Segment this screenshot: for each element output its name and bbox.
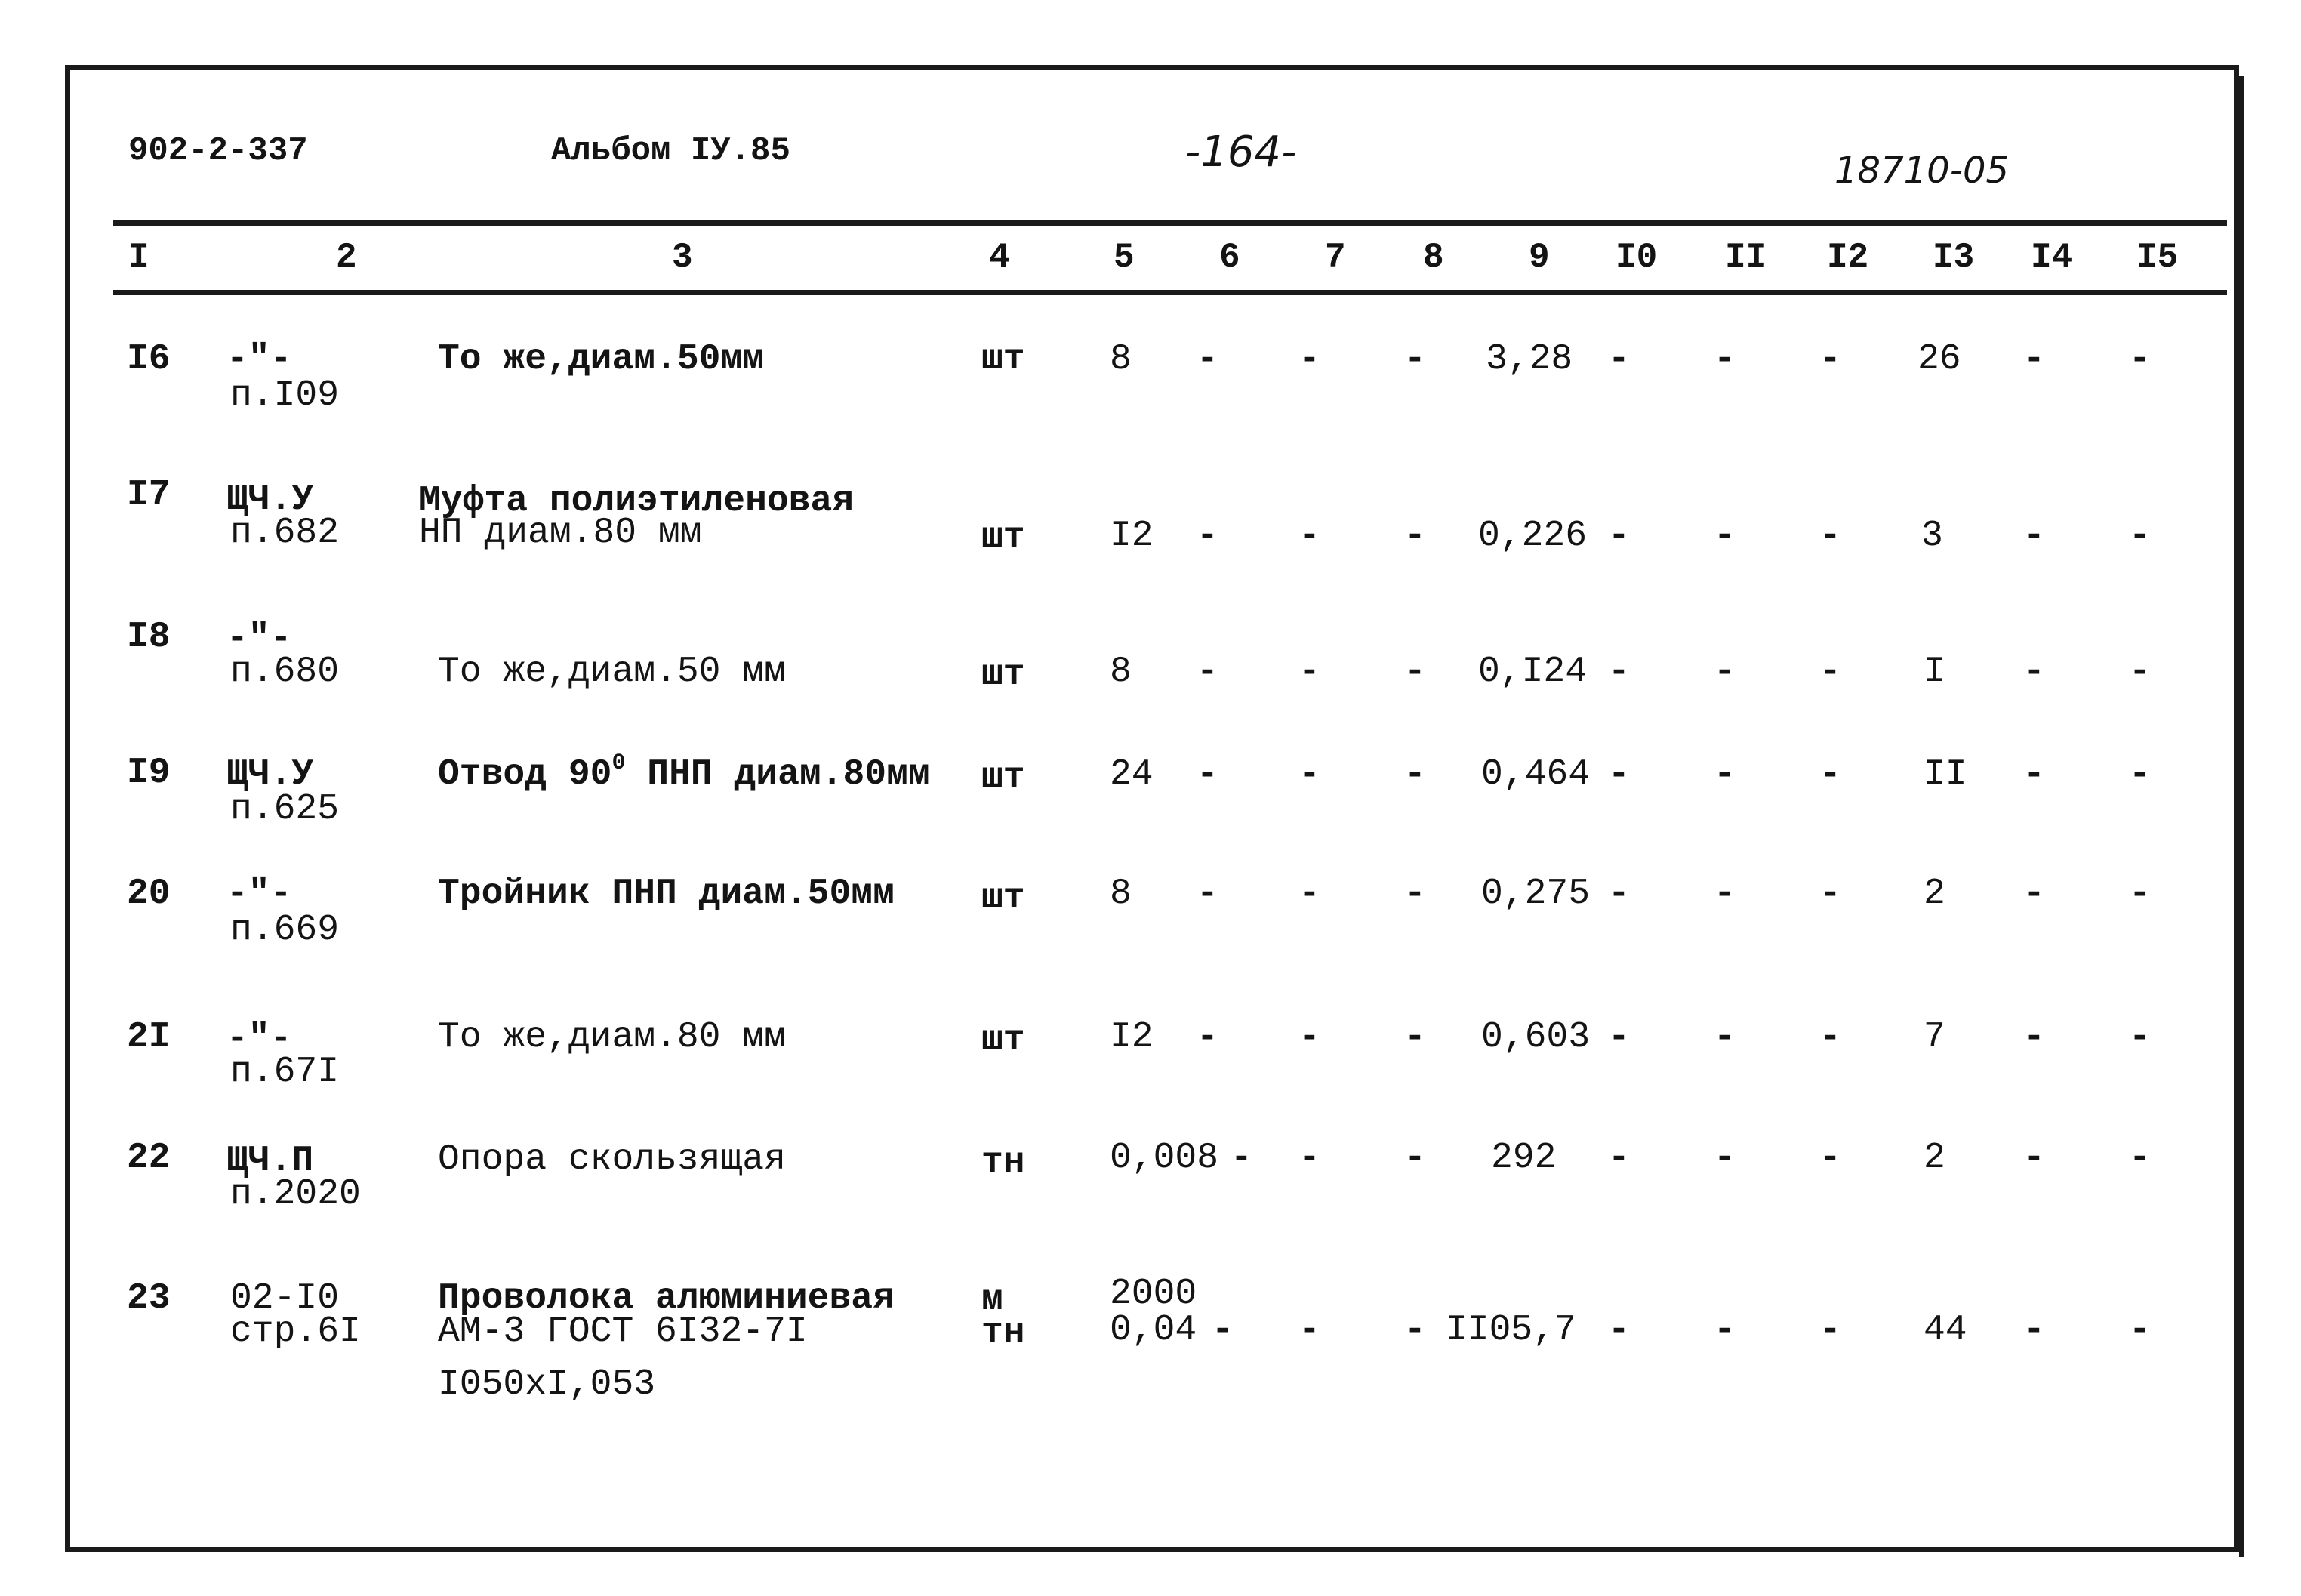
row-value: 0,464 [1481,754,1591,795]
row-unit: м [981,1280,1003,1320]
row-description: I050хI,053 [438,1364,656,1405]
row-cell: - [1404,1310,1426,1351]
row-cell: - [2129,516,2151,556]
row-cell: - [1404,516,1426,556]
row-number: 22 [127,1138,171,1179]
row-cell: - [2023,1017,2045,1058]
row-cell: - [2129,754,2151,795]
row-cell: - [1819,652,1841,692]
row-reference: -"- [226,339,292,380]
row-reference: ЩЧ.У [226,479,314,520]
row-cell: - [1197,652,1218,692]
row-quantity: I2 [1110,1017,1154,1058]
row-cell: - [1608,652,1630,692]
row-cell: - [1608,516,1630,556]
column-header: I3 [1933,238,1975,277]
row-quantity: 8 [1110,652,1132,692]
row-quantity: I2 [1110,516,1154,556]
row-total: I [1924,652,1945,692]
row-total: 7 [1924,1017,1945,1058]
row-cell: - [1298,516,1320,556]
row-reference: -"- [226,618,292,659]
row-value: 0,I24 [1478,652,1588,692]
row-quantity: 2000 [1110,1274,1197,1314]
column-header: 9 [1529,238,1550,277]
row-cell: - [1197,516,1218,556]
row-cell: - [1608,1310,1630,1351]
row-cell: - [1197,873,1218,914]
row-number: I7 [127,475,171,516]
row-description: АМ-3 ГОСТ 6I32-7I [438,1311,808,1352]
row-cell: - [1404,1017,1426,1058]
row-reference: п.680 [230,652,340,692]
row-cell: - [2023,516,2045,556]
row-cell: - [2023,1138,2045,1179]
row-value: 3,28 [1486,339,1573,380]
column-header: 5 [1114,238,1135,277]
row-value: 0,275 [1481,873,1591,914]
column-header: 7 [1325,238,1346,277]
column-header: I2 [1827,238,1869,277]
row-cell: - [1608,1017,1630,1058]
row-cell: - [1819,1017,1841,1058]
row-cell: - [1298,1310,1320,1351]
row-unit: тн [981,1313,1025,1354]
row-cell: - [1608,1138,1630,1179]
column-header: I [128,238,149,277]
row-cell: - [1819,754,1841,795]
row-cell: - [1608,754,1630,795]
row-unit: шт [981,655,1025,695]
page-number: -164- [1185,128,1297,177]
row-cell: - [1819,1138,1841,1179]
row-cell: - [2129,873,2151,914]
row-cell: - [2129,1017,2151,1058]
row-description: НП диам.80 мм [419,513,702,553]
row-cell: - [1714,754,1736,795]
row-reference: стр.6I [230,1311,361,1352]
row-description: Проволока алюминиевая [438,1278,895,1319]
row-cell: - [1404,1138,1426,1179]
row-number: I6 [127,339,171,380]
row-cell: - [1298,1138,1320,1179]
row-unit: шт [981,517,1025,558]
row-cell: - [1714,516,1736,556]
row-cell: - [1298,652,1320,692]
column-header: II [1725,238,1767,277]
row-cell: - [1298,339,1320,380]
row-reference: п.625 [230,789,340,830]
row-cell: - [1714,1310,1736,1351]
row-reference: -"- [226,1018,292,1059]
row-total: 44 [1924,1310,1967,1351]
row-cell: - [1714,873,1736,914]
row-cell: - [1404,873,1426,914]
row-unit: шт [981,757,1025,798]
row-number: 23 [127,1278,171,1319]
row-value: 0,603 [1481,1017,1591,1058]
row-total: 2 [1924,1138,1945,1179]
row-description: То же,диам.50 мм [438,652,786,692]
row-description: То же,диам.80 мм [438,1017,786,1058]
row-value: 292 [1491,1138,1557,1179]
row-cell: - [2023,873,2045,914]
row-reference: п.I09 [230,375,340,416]
row-quantity: 0,04 [1110,1310,1197,1351]
row-cell: - [2129,1138,2151,1179]
row-number: I9 [127,753,171,793]
row-description: Муфта полиэтиленовая [419,481,855,522]
row-cell: - [1298,754,1320,795]
row-cell: - [1197,339,1218,380]
row-number: 20 [127,873,171,914]
row-reference: п.67I [230,1052,340,1092]
row-reference: п.2020 [230,1174,361,1215]
header-rule-top [113,220,2227,226]
row-cell: - [2023,339,2045,380]
row-unit: тн [981,1142,1025,1183]
row-cell: - [1608,339,1630,380]
row-cell: - [1819,873,1841,914]
column-header: 2 [336,238,357,277]
row-cell: - [2129,339,2151,380]
row-reference: ЩЧ.П [226,1141,314,1182]
row-cell: - [1197,754,1218,795]
row-cell: - [2129,1310,2151,1351]
row-unit: шт [981,878,1025,919]
row-total: 26 [1918,339,1961,380]
row-value: 0,226 [1478,516,1588,556]
row-reference: 02-I0 [230,1278,340,1319]
document-code: 902-2-337 [128,132,308,170]
row-cell: - [2023,754,2045,795]
row-cell: - [2129,652,2151,692]
row-number: I8 [127,617,171,658]
row-cell: - [1404,652,1426,692]
column-header: I4 [2031,238,2073,277]
row-reference: ЩЧ.У [226,754,314,795]
row-cell: - [1714,339,1736,380]
row-description: Отвод $90^0$ ПНП диам.80мм [438,750,930,795]
column-header: I0 [1616,238,1658,277]
row-cell: - [1404,339,1426,380]
row-reference: п.669 [230,910,340,951]
row-reference: -"- [226,873,292,914]
row-cell: - [1231,1138,1252,1179]
row-total: 2 [1924,873,1945,914]
row-cell: - [1714,1017,1736,1058]
row-description: Опора скользящая [438,1139,786,1180]
row-cell: - [2023,652,2045,692]
row-cell: - [1298,873,1320,914]
row-quantity: 8 [1110,339,1132,380]
row-description: То же,диам.50мм [438,339,765,380]
row-quantity: 24 [1110,754,1154,795]
row-cell: - [2023,1310,2045,1351]
row-cell: - [1714,652,1736,692]
column-header: 8 [1423,238,1444,277]
document-number: 18710-05 [1834,149,2010,192]
header-rule-bottom [113,290,2227,295]
column-header: 4 [989,238,1010,277]
row-cell: - [1212,1310,1234,1351]
row-total: 3 [1921,516,1943,556]
row-reference: п.682 [230,513,340,553]
column-header: I5 [2136,238,2179,277]
row-cell: - [1197,1017,1218,1058]
row-unit: шт [981,339,1025,380]
row-cell: - [1404,754,1426,795]
row-cell: - [1608,873,1630,914]
row-description: Тройник ПНП диам.50мм [438,873,895,914]
row-quantity: 8 [1110,873,1132,914]
row-quantity: 0,008 [1110,1138,1219,1179]
row-cell: - [1819,516,1841,556]
row-cell: - [1819,1310,1841,1351]
row-number: 2I [127,1017,171,1058]
row-cell: - [1714,1138,1736,1179]
column-header: 6 [1219,238,1240,277]
row-total: II [1924,754,1967,795]
album-label: Альбом IУ.85 [551,132,790,170]
column-header: 3 [672,238,693,277]
row-cell: - [1819,339,1841,380]
row-value: II05,7 [1446,1310,1576,1351]
row-cell: - [1298,1017,1320,1058]
row-unit: шт [981,1020,1025,1061]
